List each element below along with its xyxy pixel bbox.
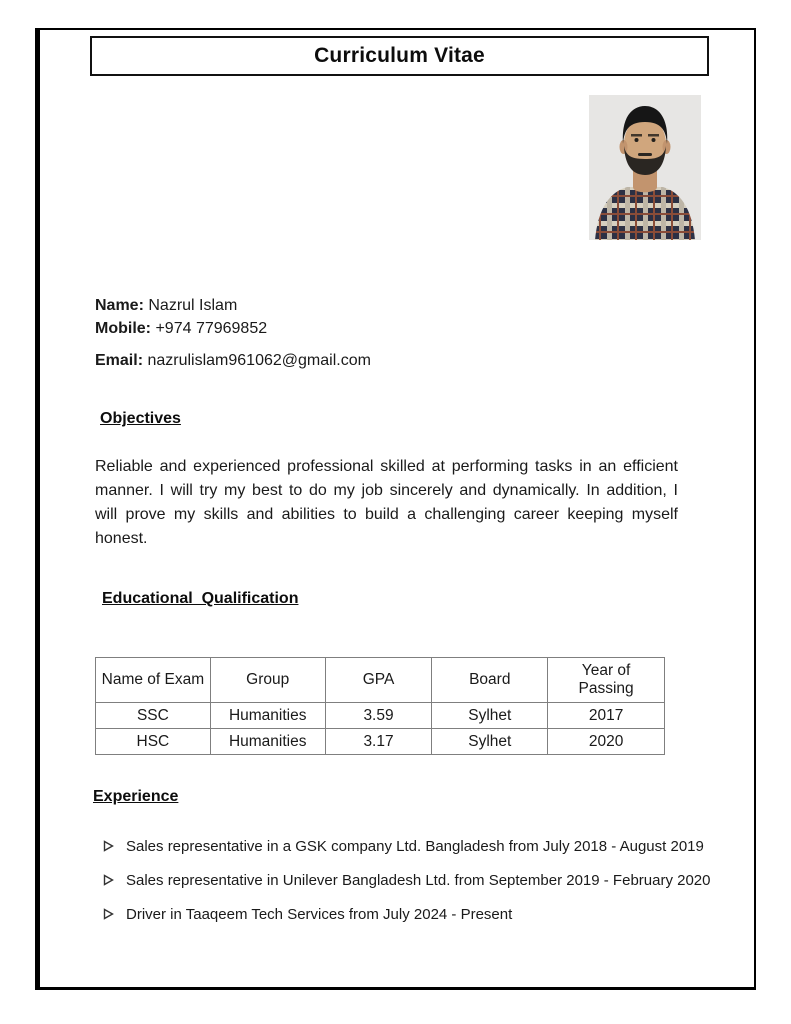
table-row: [96, 729, 665, 755]
experience-text: Sales representative in a GSK company Ltd. Bangladesh from July 2018 - August 2019: [126, 838, 704, 855]
education-heading: Educational Qualification: [102, 590, 299, 607]
mobile-label: Mobile:: [95, 320, 151, 337]
col-header-exam: Name of Exam: [96, 658, 211, 703]
document-title-box: [90, 36, 709, 76]
name-line: [95, 294, 371, 317]
name-value: Nazrul Islam: [148, 297, 238, 314]
cell-year: 2020: [548, 729, 665, 755]
arrow-bullet-icon: [103, 874, 114, 886]
cell-exam: HSC: [96, 729, 211, 755]
list-item: [103, 905, 748, 924]
document-title: Curriculum Vitae: [314, 44, 485, 67]
cell-group: Humanities: [210, 729, 325, 755]
table-row: [96, 703, 665, 729]
arrow-bullet-icon: [103, 908, 114, 920]
col-header-gpa: GPA: [325, 658, 432, 703]
email-line: [95, 349, 371, 372]
col-header-board: Board: [432, 658, 548, 703]
arrow-bullet-icon: [103, 840, 114, 852]
name-label: Name:: [95, 297, 144, 314]
mobile-line: [95, 317, 371, 340]
education-table: [95, 657, 665, 755]
experience-text: Driver in Taaqeem Tech Services from July 2024 - Present: [126, 906, 513, 923]
cell-group: Humanities: [210, 703, 325, 729]
objectives-heading: Objectives: [100, 410, 181, 427]
mobile-value: +974 77969852: [155, 320, 268, 337]
experience-list: [103, 837, 748, 939]
cell-gpa: 3.17: [325, 729, 432, 755]
col-header-year: Year of Passing: [548, 658, 665, 703]
list-item: [103, 837, 748, 856]
table-header-row: [96, 658, 665, 703]
email-label: Email:: [95, 352, 144, 369]
portrait-photo-image: [589, 95, 701, 240]
cell-year: 2017: [548, 703, 665, 729]
applicant-photo: [589, 95, 701, 240]
cell-board: Sylhet: [432, 729, 548, 755]
contact-block: [95, 294, 371, 372]
cell-board: Sylhet: [432, 703, 548, 729]
cell-gpa: 3.59: [325, 703, 432, 729]
experience-heading: Experience: [93, 788, 179, 805]
list-item: [103, 871, 748, 890]
experience-text: Sales representative in Unilever Bangladesh Ltd. from September 2019 - February 2020: [126, 872, 711, 889]
objectives-paragraph: Reliable and experienced professional skilled at performing tasks in an efficient manner. I will try my best to do my job sincerely and dynamically. In addition, I will prove my skills and abilities to build a challenging career keeping myself honest.: [95, 458, 678, 547]
col-header-group: Group: [210, 658, 325, 703]
cell-exam: SSC: [96, 703, 211, 729]
email-value: nazrulislam961062@gmail.com: [147, 352, 371, 369]
